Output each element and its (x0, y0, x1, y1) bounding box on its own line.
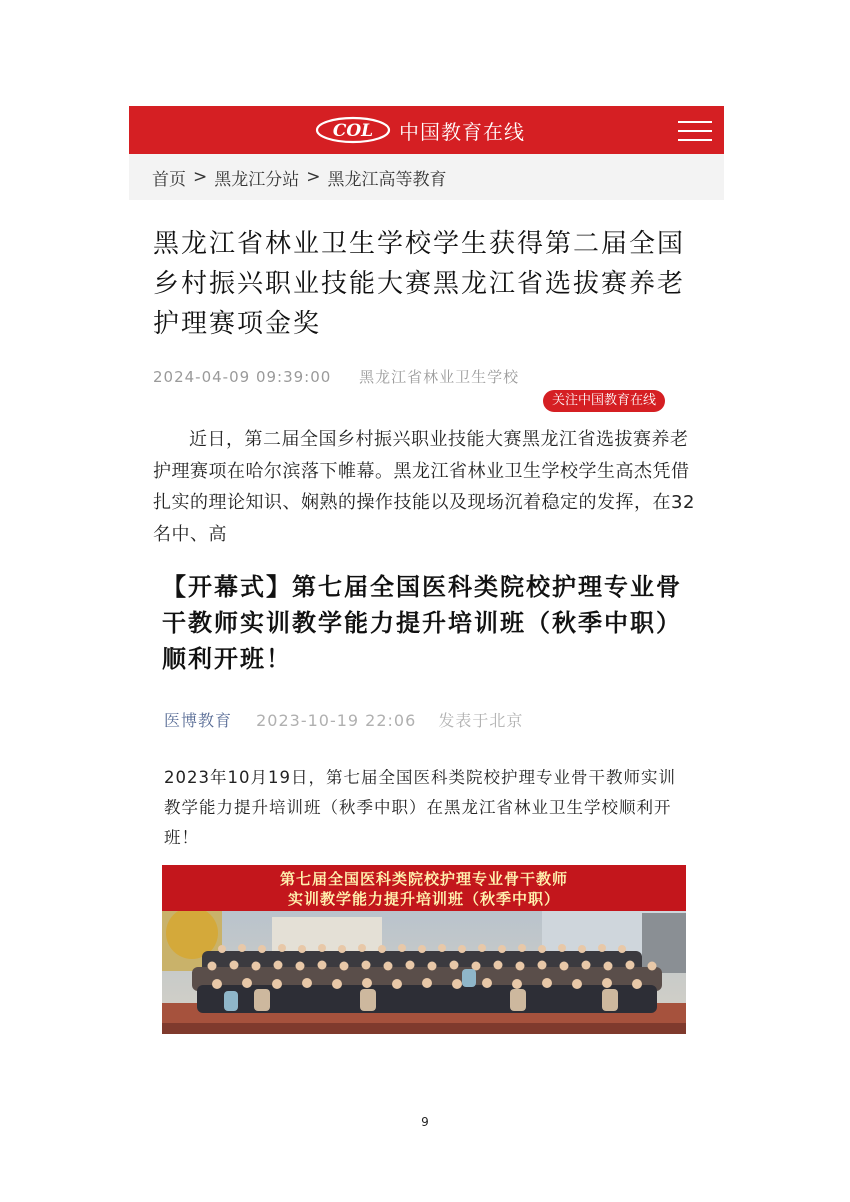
site-header (129, 106, 724, 154)
wechat-article-meta (164, 708, 523, 731)
wechat-article-body: 2023年10月19日，第七届全国医科类院校护理专业骨干教师实训教学能力提升培训班（秋季中职）在黑龙江省林业卫生学校顺利开班！ (164, 768, 676, 847)
follow-button[interactable]: 关注中国教育在线 (543, 390, 665, 412)
photo-banner-line1: 第七届全国医科类院校护理专业骨干教师 (279, 870, 568, 888)
group-photo[interactable] (162, 865, 686, 1034)
breadcrumb (129, 154, 724, 200)
breadcrumb-heilongjiang[interactable]: 黑龙江分站 (214, 169, 300, 190)
page-number: 9 (421, 1115, 429, 1129)
breadcrumb-separator: > (193, 167, 208, 187)
photo-banner-line2: 实训教学能力提升培训班（秋季中职） (287, 890, 560, 908)
group-photo-scene (162, 911, 686, 1034)
col-logo-text: COL (332, 121, 374, 141)
account-name-link[interactable]: 医博教育 (164, 711, 233, 730)
breadcrumb-higher-education[interactable]: 黑龙江高等教育 (327, 169, 447, 190)
publish-datetime: 2023-10-19 22:06 (256, 711, 417, 730)
site-brand[interactable] (315, 114, 525, 146)
article-source: 黑龙江省林业卫生学校 (359, 368, 520, 386)
site-name: 中国教育在线 (399, 119, 525, 144)
wechat-article-screenshot (162, 565, 692, 1045)
col-logo-icon (315, 115, 395, 145)
article-datetime: 2024-04-09 09:39:00 (153, 368, 332, 386)
article-meta (153, 366, 519, 387)
article-body: 近日，第二届全国乡村振兴职业技能大赛黑龙江省选拔赛养老护理赛项在哈尔滨落下帷幕。黑龙江省林业卫生学校学生高杰凭借扎实的理论知识、娴熟的操作技能以及现场沉着稳定的发挥，在32名中、高 (153, 429, 695, 544)
hamburger-menu-icon[interactable] (678, 121, 712, 141)
news-screenshot (129, 106, 724, 544)
wechat-article-title: 【开幕式】第七届全国医科类院校护理专业骨干教师实训教学能力提升培训班（秋季中职）顺利开班！ (162, 573, 682, 673)
breadcrumb-home[interactable]: 首页 (152, 169, 186, 190)
publish-location: 发表于北京 (438, 711, 524, 730)
photo-banner (162, 865, 686, 911)
article-title: 黑龙江省林业卫生学校学生获得第二届全国乡村振兴职业技能大赛黑龙江省选拔赛养老护理赛项金奖 (153, 229, 686, 339)
breadcrumb-separator: > (306, 167, 321, 187)
